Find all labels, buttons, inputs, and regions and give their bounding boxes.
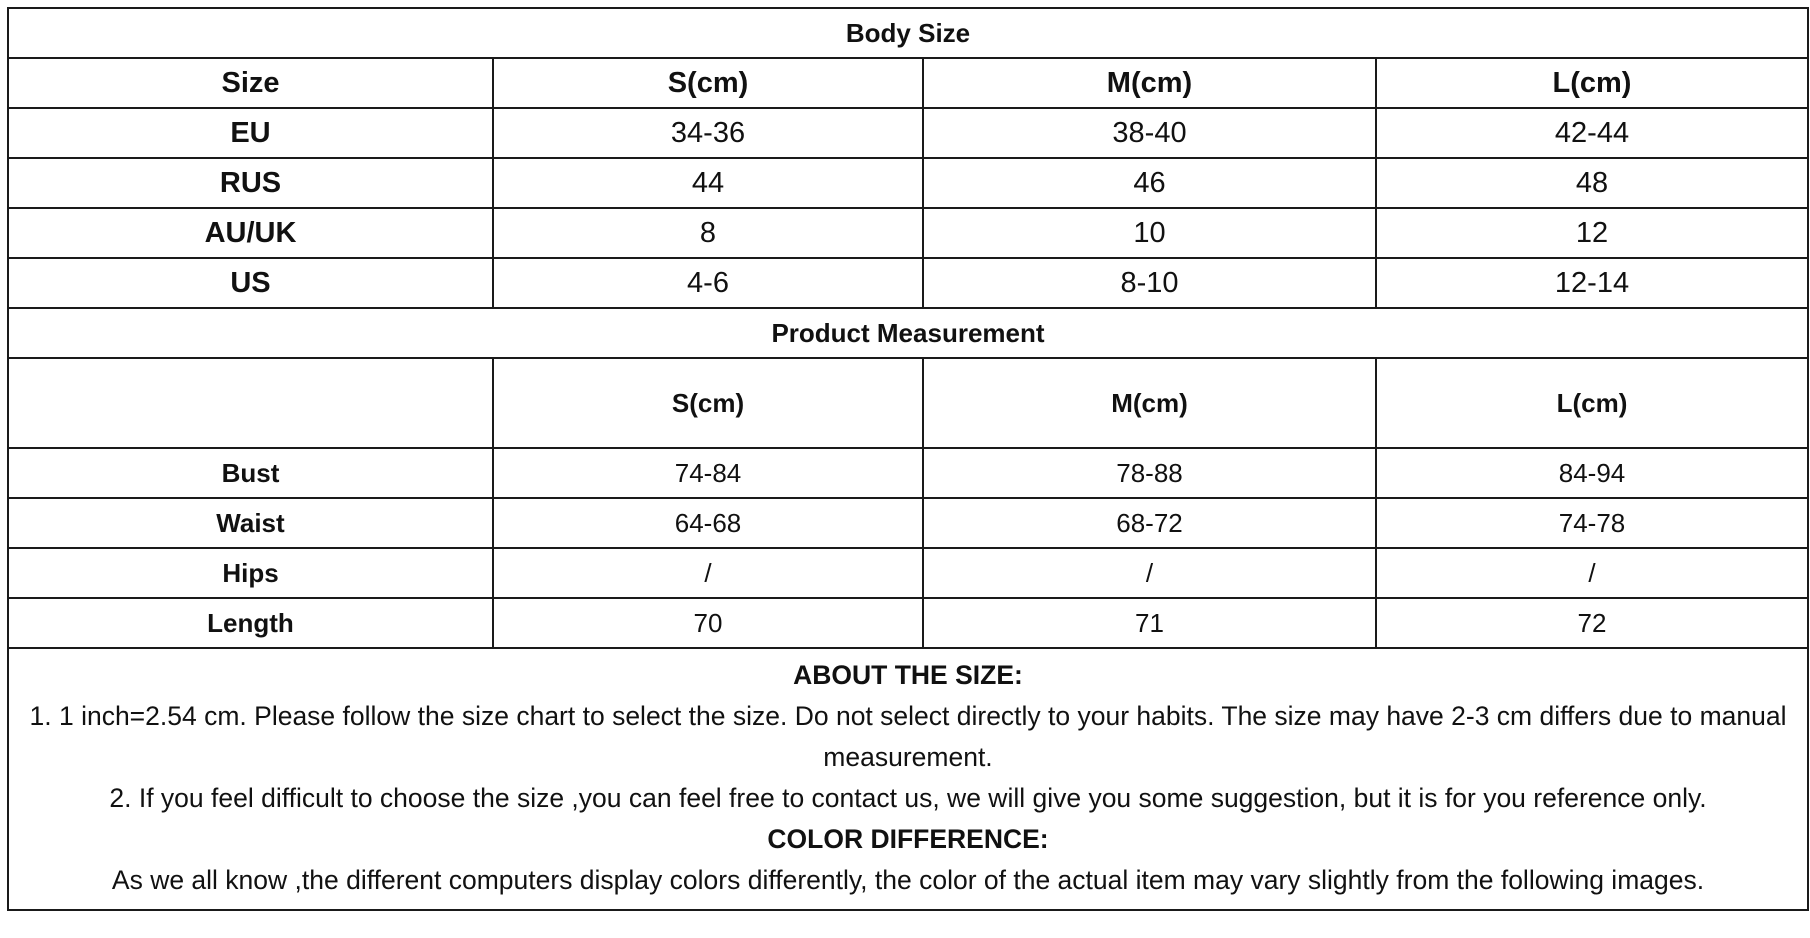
measurement-label-bust: Bust xyxy=(8,448,493,498)
measurement-cell: / xyxy=(493,548,923,598)
notes-cell xyxy=(8,648,1808,910)
body-size-cell: 12 xyxy=(1376,208,1808,258)
body-size-title-row xyxy=(8,8,1808,58)
table-row xyxy=(8,108,1808,158)
body-size-title: Body Size xyxy=(8,8,1808,58)
table-row xyxy=(8,258,1808,308)
body-size-header-m: M(cm) xyxy=(923,58,1376,108)
measurement-cell: 68-72 xyxy=(923,498,1376,548)
measurement-cell: 64-68 xyxy=(493,498,923,548)
color-difference-note: As we all know ,the different computers display colors differently, the color of the actual item may vary slightly from the following images. xyxy=(111,865,1705,895)
body-size-cell: 34-36 xyxy=(493,108,923,158)
measurement-cell: 84-94 xyxy=(1376,448,1808,498)
table-row xyxy=(8,208,1808,258)
measurement-cell: / xyxy=(1376,548,1808,598)
table-row xyxy=(8,598,1808,648)
measurement-cell: 74-78 xyxy=(1376,498,1808,548)
measurement-cell: 74-84 xyxy=(493,448,923,498)
body-size-cell: 4-6 xyxy=(493,258,923,308)
table-row xyxy=(8,448,1808,498)
size-chart-table xyxy=(7,7,1809,911)
body-size-label-eu: EU xyxy=(8,108,493,158)
product-measurement-title: Product Measurement xyxy=(8,308,1808,358)
body-size-cell: 8-10 xyxy=(923,258,1376,308)
product-measurement-header-s: S(cm) xyxy=(493,358,923,448)
measurement-cell: / xyxy=(923,548,1376,598)
product-measurement-header-row xyxy=(8,358,1808,448)
product-measurement-header-l: L(cm) xyxy=(1376,358,1808,448)
about-size-note-2: 2. If you feel difficult to choose the size ,you can feel free to contact us, we will give you some suggestion, but it is for you reference only. xyxy=(109,783,1707,813)
body-size-cell: 12-14 xyxy=(1376,258,1808,308)
measurement-cell: 70 xyxy=(493,598,923,648)
body-size-label-us: US xyxy=(8,258,493,308)
measurement-cell: 78-88 xyxy=(923,448,1376,498)
body-size-cell: 46 xyxy=(923,158,1376,208)
product-measurement-title-row xyxy=(8,308,1808,358)
product-measurement-header-blank xyxy=(8,358,493,448)
body-size-header-size: Size xyxy=(8,58,493,108)
measurement-label-hips: Hips xyxy=(8,548,493,598)
body-size-cell: 42-44 xyxy=(1376,108,1808,158)
body-size-cell: 48 xyxy=(1376,158,1808,208)
about-size-heading: ABOUT THE SIZE: xyxy=(793,660,1023,690)
notes-row xyxy=(8,648,1808,910)
body-size-cell: 44 xyxy=(493,158,923,208)
measurement-cell: 71 xyxy=(923,598,1376,648)
body-size-cell: 8 xyxy=(493,208,923,258)
body-size-label-rus: RUS xyxy=(8,158,493,208)
body-size-cell: 10 xyxy=(923,208,1376,258)
body-size-header-row xyxy=(8,58,1808,108)
measurement-label-waist: Waist xyxy=(8,498,493,548)
color-difference-heading: COLOR DIFFERENCE: xyxy=(767,824,1049,854)
body-size-header-l: L(cm) xyxy=(1376,58,1808,108)
body-size-cell: 38-40 xyxy=(923,108,1376,158)
about-size-note-1: 1. 1 inch=2.54 cm. Please follow the size chart to select the size. Do not select directly to your habits. The size may have 2-3 cm differs due to manual measurement. xyxy=(29,701,1787,772)
product-measurement-header-m: M(cm) xyxy=(923,358,1376,448)
measurement-cell: 72 xyxy=(1376,598,1808,648)
body-size-label-au-uk: AU/UK xyxy=(8,208,493,258)
measurement-label-length: Length xyxy=(8,598,493,648)
body-size-header-s: S(cm) xyxy=(493,58,923,108)
table-row xyxy=(8,158,1808,208)
table-row xyxy=(8,498,1808,548)
table-row xyxy=(8,548,1808,598)
